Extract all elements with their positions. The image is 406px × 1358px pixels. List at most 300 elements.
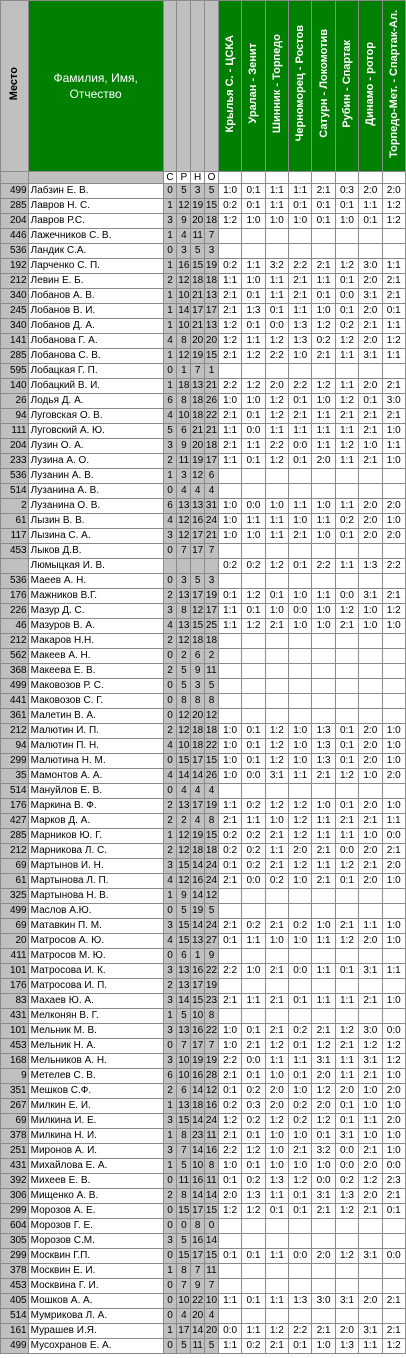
prediction-cell: 0:1 — [289, 559, 312, 574]
prediction-cell: 2:0 — [312, 1099, 335, 1114]
prediction-cell — [265, 649, 288, 664]
table-row — [1, 1189, 406, 1204]
stat-cell: 18 — [191, 394, 205, 409]
stat-cell: 16 — [191, 1069, 205, 1084]
prediction-cell: 1:2 — [218, 1204, 241, 1219]
prediction-cell — [242, 574, 265, 589]
prediction-cell — [312, 1009, 335, 1024]
prediction-cell: 1:0 — [289, 1159, 312, 1174]
prediction-cell: 2:1 — [265, 859, 288, 874]
prediction-cell: 1:1 — [312, 859, 335, 874]
prediction-cell — [359, 1279, 382, 1294]
prediction-cell: 1:1 — [242, 259, 265, 274]
prediction-cell: 1:0 — [289, 619, 312, 634]
prediction-cell: 1:2 — [265, 799, 288, 814]
stat-cell: 11 — [191, 229, 205, 244]
stat-cell: 0 — [163, 1294, 177, 1309]
name-cell: Макеев А. Н. — [28, 649, 163, 664]
name-cell: Левин Е. Б. — [28, 274, 163, 289]
stat-cell: 14 — [191, 889, 205, 904]
prediction-cell: 1:0 — [218, 724, 241, 739]
prediction-cell — [382, 364, 406, 379]
stat-cell: 8 — [177, 1264, 191, 1279]
stat-cell: 24 — [205, 874, 219, 889]
prediction-cell — [218, 574, 241, 589]
prediction-cell — [242, 889, 265, 904]
prediction-cell: 2:1 — [382, 589, 406, 604]
stat-cell: 14 — [191, 919, 205, 934]
stat-cell: 3 — [163, 964, 177, 979]
stat-cell: 2 — [163, 814, 177, 829]
prediction-cell: 2:1 — [335, 619, 358, 634]
prediction-cell: 1:1 — [335, 1069, 358, 1084]
table-row — [1, 1324, 406, 1339]
stat-cell: 1 — [163, 229, 177, 244]
prediction-cell: 2:1 — [382, 1189, 406, 1204]
prediction-cell — [312, 889, 335, 904]
stat-cell: 3 — [177, 244, 191, 259]
stat-cell: 15 — [191, 259, 205, 274]
prediction-cell: 1:2 — [265, 1324, 288, 1339]
place-cell: 299 — [1, 754, 29, 769]
stat-cell: 7 — [191, 1264, 205, 1279]
stat-cell: 4 — [205, 484, 219, 499]
place-cell: 453 — [1, 544, 29, 559]
place-cell: 446 — [1, 229, 29, 244]
stat-cell: 12 — [177, 349, 191, 364]
name-cell: Маковозов С. Г. — [28, 694, 163, 709]
prediction-cell: 2:1 — [218, 349, 241, 364]
prediction-cell — [242, 364, 265, 379]
name-cell: Лабзин Е. В. — [28, 184, 163, 199]
prediction-cell: 0:1 — [382, 304, 406, 319]
stat-cell: 5 — [177, 1234, 191, 1249]
name-cell: Малетин В. А. — [28, 709, 163, 724]
prediction-cell: 1:2 — [289, 859, 312, 874]
prediction-cell: 1:1 — [218, 1339, 241, 1354]
stat-cell: 8 — [177, 334, 191, 349]
place-cell: 168 — [1, 1054, 29, 1069]
name-cell: Матросова И. П. — [28, 979, 163, 994]
prediction-cell: 0:2 — [242, 799, 265, 814]
prediction-cell — [289, 784, 312, 799]
place-cell: 212 — [1, 634, 29, 649]
prediction-cell: 0:0 — [382, 1159, 406, 1174]
prediction-cell: 1:2 — [265, 739, 288, 754]
stat-cell: 3 — [191, 679, 205, 694]
prediction-cell: 2:0 — [359, 934, 382, 949]
prediction-cell: 2:0 — [359, 304, 382, 319]
prediction-cell: 2:1 — [289, 409, 312, 424]
subheader-stat: Р — [177, 172, 191, 184]
prediction-cell: 2:0 — [312, 454, 335, 469]
prediction-cell — [312, 694, 335, 709]
name-cell: Лузанина А. В. — [28, 484, 163, 499]
stat-cell: 17 — [177, 1324, 191, 1339]
prediction-cell: 0:2 — [242, 559, 265, 574]
prediction-cell: 1:0 — [312, 799, 335, 814]
prediction-cell: 1:3 — [242, 1189, 265, 1204]
stat-cell: 10 — [191, 1009, 205, 1024]
stat-cell: 15 — [177, 1114, 191, 1129]
prediction-cell: 1:2 — [382, 214, 406, 229]
prediction-cell: 0:2 — [218, 259, 241, 274]
prediction-cell: 1:0 — [382, 424, 406, 439]
stat-cell: 13 — [191, 499, 205, 514]
name-cell: Мурашев И.Я. — [28, 1324, 163, 1339]
prediction-cell: 2:0 — [218, 1189, 241, 1204]
place-cell: 9 — [1, 1069, 29, 1084]
prediction-cell — [265, 469, 288, 484]
prediction-cell: 1:0 — [312, 499, 335, 514]
prediction-cell: 2:0 — [289, 844, 312, 859]
name-cell: Москвина Г. И. — [28, 1279, 163, 1294]
table-row — [1, 1099, 406, 1114]
table-row — [1, 244, 406, 259]
place-cell: 368 — [1, 664, 29, 679]
prediction-cell: 1:1 — [312, 589, 335, 604]
prediction-cell: 1:1 — [242, 514, 265, 529]
prediction-cell: 0:1 — [289, 1069, 312, 1084]
stat-cell: 4 — [191, 814, 205, 829]
stat-cell: 2 — [163, 589, 177, 604]
prediction-cell: 2:0 — [359, 499, 382, 514]
table-row — [1, 274, 406, 289]
stat-cell: 11 — [205, 1129, 219, 1144]
prediction-cell: 2:1 — [242, 1039, 265, 1054]
prediction-cell: 1:2 — [312, 1084, 335, 1099]
stat-cell: 11 — [205, 1264, 219, 1279]
prediction-cell: 0:2 — [242, 859, 265, 874]
name-cell: Милкина Н. И. — [28, 1129, 163, 1144]
stat-cell — [191, 559, 205, 574]
stat-cell: 1 — [163, 259, 177, 274]
prediction-cell: 1:1 — [242, 334, 265, 349]
prediction-cell — [242, 1009, 265, 1024]
prediction-cell: 1:2 — [382, 334, 406, 349]
prediction-cell: 0:1 — [312, 289, 335, 304]
stat-cell: 4 — [163, 934, 177, 949]
stat-cell: 4 — [163, 334, 177, 349]
prediction-cell: 1:1 — [382, 349, 406, 364]
prediction-cell: 1:0 — [289, 1129, 312, 1144]
prediction-cell: 1:0 — [265, 814, 288, 829]
prediction-cell — [359, 1264, 382, 1279]
prediction-cell: 0:1 — [382, 1204, 406, 1219]
stat-cell: 2 — [163, 979, 177, 994]
prediction-cell — [242, 1234, 265, 1249]
place-cell: 299 — [1, 1249, 29, 1264]
prediction-cell — [335, 664, 358, 679]
prediction-cell: 1:0 — [359, 619, 382, 634]
prediction-cell: 0:1 — [218, 1084, 241, 1099]
prediction-cell: 3:1 — [359, 289, 382, 304]
prediction-cell — [312, 709, 335, 724]
place-cell: 117 — [1, 529, 29, 544]
prediction-cell: 1:0 — [289, 514, 312, 529]
name-cell: Ларченко С. П. — [28, 259, 163, 274]
prediction-cell — [218, 1219, 241, 1234]
prediction-cell: 1:1 — [289, 184, 312, 199]
prediction-cell — [242, 1279, 265, 1294]
place-cell: 20 — [1, 934, 29, 949]
prediction-cell: 2:1 — [359, 859, 382, 874]
place-cell: 378 — [1, 1129, 29, 1144]
prediction-cell: 1:2 — [289, 829, 312, 844]
prediction-cell: 1:0 — [359, 829, 382, 844]
stat-cell: 0 — [163, 949, 177, 964]
prediction-cell: 1:1 — [265, 199, 288, 214]
prediction-cell — [218, 229, 241, 244]
prediction-cell — [382, 784, 406, 799]
stat-cell: 14 — [191, 1114, 205, 1129]
prediction-cell: 0:0 — [335, 1144, 358, 1159]
name-cell: Малютина Н. М. — [28, 754, 163, 769]
table-row — [1, 364, 406, 379]
place-cell: 212 — [1, 274, 29, 289]
prediction-cell: 0:1 — [335, 739, 358, 754]
prediction-cell: 0:1 — [289, 1204, 312, 1219]
prediction-cell — [312, 364, 335, 379]
prediction-cell: 1:1 — [382, 439, 406, 454]
stat-cell: 0 — [163, 649, 177, 664]
prediction-cell — [218, 784, 241, 799]
stat-cell: 18 — [177, 379, 191, 394]
prediction-cell: 2:0 — [265, 379, 288, 394]
stat-cell: 13 — [177, 799, 191, 814]
stat-cell: 3 — [205, 244, 219, 259]
prediction-cell: 0:2 — [242, 1174, 265, 1189]
prediction-cell: 0:1 — [335, 754, 358, 769]
stat-cell: 5 — [177, 1339, 191, 1354]
stat-cell: 14 — [191, 1144, 205, 1159]
prediction-cell: 2:1 — [359, 319, 382, 334]
prediction-cell: 1:1 — [312, 439, 335, 454]
prediction-cell: 1:1 — [335, 499, 358, 514]
prediction-cell: 0:2 — [242, 1339, 265, 1354]
prediction-cell — [382, 1264, 406, 1279]
table-row — [1, 349, 406, 364]
table-row — [1, 1309, 406, 1324]
name-cell: Ландик С.А. — [28, 244, 163, 259]
stat-cell: 19 — [191, 829, 205, 844]
prediction-cell: 2:1 — [265, 829, 288, 844]
stat-cell: 17 — [191, 979, 205, 994]
place-cell: 61 — [1, 874, 29, 889]
prediction-cell: 1:3 — [265, 1174, 288, 1189]
name-cell: Мазур Д. С. — [28, 604, 163, 619]
prediction-cell: 1:2 — [335, 1024, 358, 1039]
prediction-cell: 1:0 — [265, 604, 288, 619]
stat-cell: 3 — [177, 574, 191, 589]
prediction-cell: 0:1 — [265, 304, 288, 319]
stat-cell: 8 — [205, 814, 219, 829]
prediction-cell: 2:0 — [359, 334, 382, 349]
prediction-cell: 3:1 — [312, 1189, 335, 1204]
prediction-cell: 0:1 — [242, 184, 265, 199]
place-cell: 204 — [1, 439, 29, 454]
name-cell: Мартынова Л. П. — [28, 874, 163, 889]
prediction-cell — [242, 979, 265, 994]
place-cell: 499 — [1, 1339, 29, 1354]
prediction-cell: 2:1 — [312, 1024, 335, 1039]
prediction-cell: 2:1 — [382, 289, 406, 304]
stat-cell: 7 — [191, 364, 205, 379]
place-cell: 536 — [1, 574, 29, 589]
stat-cell: 2 — [163, 634, 177, 649]
stat-cell: 16 — [191, 874, 205, 889]
prediction-cell: 1:1 — [218, 619, 241, 634]
prediction-cell — [335, 904, 358, 919]
header-stat-blank — [191, 1, 205, 172]
place-cell: 161 — [1, 1324, 29, 1339]
prediction-cell — [359, 574, 382, 589]
prediction-cell: 2:1 — [335, 919, 358, 934]
prediction-cell: 0:1 — [242, 754, 265, 769]
stat-cell: 14 — [191, 769, 205, 784]
prediction-cell: 1:1 — [359, 919, 382, 934]
prediction-cell — [265, 949, 288, 964]
prediction-cell — [265, 1234, 288, 1249]
name-cell: Михайлова Е. А. — [28, 1159, 163, 1174]
prediction-cell: 0:1 — [312, 214, 335, 229]
prediction-cell: 1:1 — [289, 424, 312, 439]
stat-cell: 19 — [205, 259, 219, 274]
prediction-cell — [265, 709, 288, 724]
prediction-cell: 1:0 — [265, 1069, 288, 1084]
prediction-cell: 0:2 — [289, 1099, 312, 1114]
table-row — [1, 514, 406, 529]
table-row — [1, 1159, 406, 1174]
prediction-cell: 0:1 — [242, 739, 265, 754]
stat-cell: 12 — [191, 604, 205, 619]
prediction-cell: 0:2 — [218, 199, 241, 214]
prediction-cell: 1:1 — [382, 964, 406, 979]
stat-cell: 18 — [205, 439, 219, 454]
subheader-stat: О — [205, 172, 219, 184]
prediction-cell — [265, 679, 288, 694]
stat-cell: 3 — [191, 184, 205, 199]
prediction-cell: 1:0 — [312, 1339, 335, 1354]
prediction-cell — [242, 664, 265, 679]
prediction-cell: 0:1 — [242, 454, 265, 469]
prediction-cell: 0:1 — [218, 1174, 241, 1189]
stat-cell: 7 — [205, 1039, 219, 1054]
table-row — [1, 394, 406, 409]
prediction-cell: 0:0 — [242, 1054, 265, 1069]
header-match: Рубин - Спартак — [335, 1, 358, 172]
prediction-cell: 0:1 — [289, 994, 312, 1009]
stat-cell: 18 — [205, 274, 219, 289]
prediction-cell: 1:0 — [382, 754, 406, 769]
stat-cell: 12 — [177, 529, 191, 544]
prediction-cell — [242, 469, 265, 484]
prediction-cell — [242, 634, 265, 649]
prediction-cell: 0:1 — [265, 589, 288, 604]
prediction-cell: 1:1 — [218, 604, 241, 619]
place-cell: 251 — [1, 1144, 29, 1159]
stat-cell: 6 — [177, 949, 191, 964]
stat-cell: 17 — [191, 1204, 205, 1219]
prediction-cell: 1:1 — [335, 424, 358, 439]
prediction-cell: 2:1 — [265, 619, 288, 634]
prediction-cell: 0:2 — [335, 514, 358, 529]
stat-cell: 2 — [163, 664, 177, 679]
prediction-cell: 1:1 — [289, 304, 312, 319]
place-cell: 306 — [1, 1189, 29, 1204]
prediction-cell: 0:2 — [312, 334, 335, 349]
stat-cell: 15 — [177, 754, 191, 769]
prediction-cell: 2:1 — [382, 844, 406, 859]
stat-cell: 28 — [205, 1069, 219, 1084]
prediction-cell — [382, 574, 406, 589]
prediction-cell: 1:0 — [312, 394, 335, 409]
place-cell: 2 — [1, 499, 29, 514]
place-cell: 441 — [1, 694, 29, 709]
stat-cell: 18 — [191, 274, 205, 289]
prediction-cell: 0:0 — [335, 1159, 358, 1174]
prediction-cell: 1:0 — [382, 739, 406, 754]
prediction-cell: 1:0 — [218, 514, 241, 529]
stat-cell: 19 — [191, 199, 205, 214]
prediction-cell — [335, 649, 358, 664]
prediction-cell: 3:0 — [359, 259, 382, 274]
stat-cell: 3 — [163, 439, 177, 454]
stat-cell: 21 — [205, 424, 219, 439]
prediction-cell: 1:0 — [382, 619, 406, 634]
subheader-blank — [312, 172, 335, 184]
place-cell: 392 — [1, 1174, 29, 1189]
prediction-cell: 1:2 — [289, 814, 312, 829]
stat-cell: 10 — [177, 1294, 191, 1309]
prediction-cell: 1:1 — [312, 964, 335, 979]
name-cell: Маковозов Р. С. — [28, 679, 163, 694]
prediction-cell: 2:1 — [289, 529, 312, 544]
stat-cell: 10 — [177, 1069, 191, 1084]
name-cell: Лажечников С. В. — [28, 229, 163, 244]
stat-cell: 21 — [205, 379, 219, 394]
stat-cell: 9 — [191, 1279, 205, 1294]
stat-cell: 0 — [163, 364, 177, 379]
prediction-cell: 3:1 — [335, 1129, 358, 1144]
stat-cell: 7 — [205, 1279, 219, 1294]
prediction-cell — [242, 649, 265, 664]
stat-cell: 15 — [205, 754, 219, 769]
prediction-cell: 2:0 — [382, 184, 406, 199]
stat-cell: 13 — [205, 319, 219, 334]
name-cell: Мазуров В. А. — [28, 619, 163, 634]
prediction-cell — [359, 949, 382, 964]
stat-cell: 1 — [177, 364, 191, 379]
stat-cell: 5 — [177, 1009, 191, 1024]
prediction-cell — [218, 484, 241, 499]
prediction-cell: 0:0 — [335, 589, 358, 604]
stat-cell: 20 — [191, 334, 205, 349]
prediction-cell: 1:0 — [382, 994, 406, 1009]
prediction-cell: 2:1 — [312, 844, 335, 859]
prediction-cell: 1:2 — [265, 454, 288, 469]
prediction-cell: 1:1 — [265, 514, 288, 529]
prediction-cell: 0:2 — [218, 844, 241, 859]
stat-cell: 8 — [177, 1189, 191, 1204]
prediction-cell: 1:1 — [265, 1189, 288, 1204]
stat-cell: 16 — [191, 964, 205, 979]
place-cell: 514 — [1, 484, 29, 499]
prediction-cell — [335, 979, 358, 994]
table-row — [1, 214, 406, 229]
prediction-cell: 1:1 — [265, 844, 288, 859]
prediction-cell — [218, 1264, 241, 1279]
